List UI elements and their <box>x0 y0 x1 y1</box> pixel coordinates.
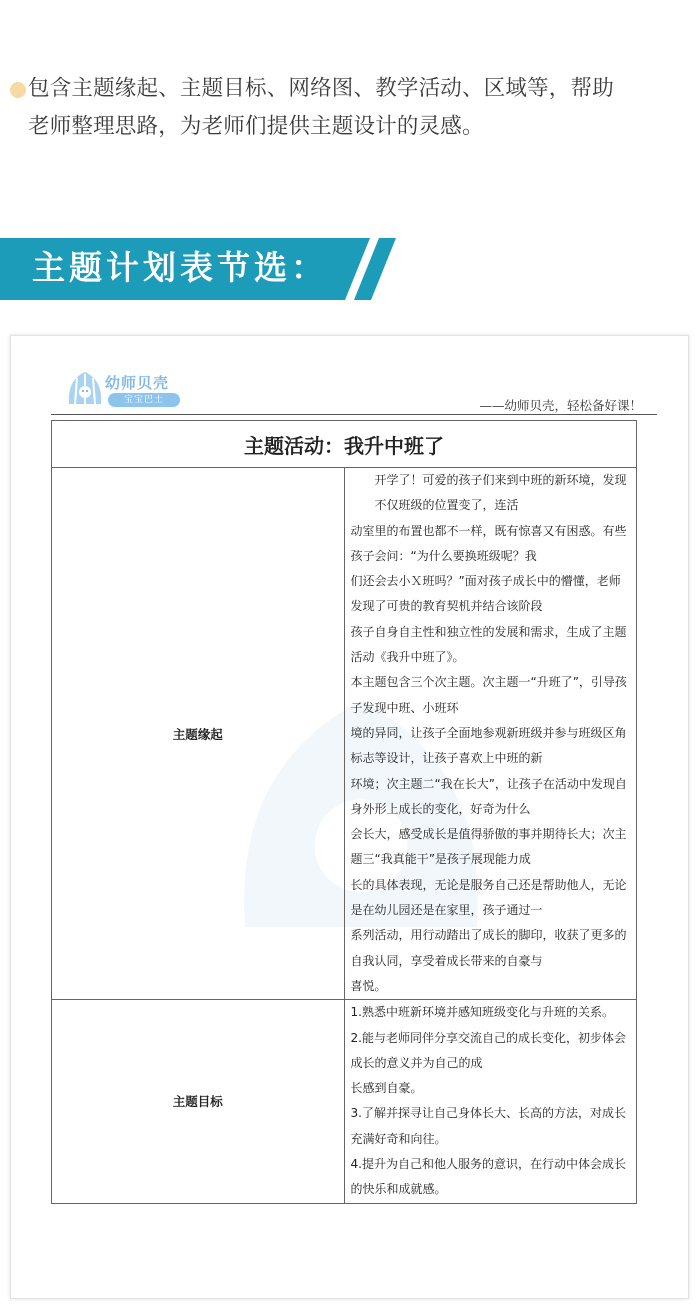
logo <box>63 366 203 414</box>
origin-line: 系列活动，用行动踏出了成长的脚印，收获了更多的自我认同，享受着成长带来的自豪与 <box>350 928 627 968</box>
origin-line: 会长大，感受成长是值得骄傲的事并期待长大；次主题三“我真能干”是孩子展现能力成 <box>350 827 627 867</box>
goal-line: 2.能与老师同伴分享交流自己的成长变化，初步体会成长的意义并为自己的成 <box>350 1030 626 1070</box>
origin-line: 开学了！可爱的孩子们来到中班的新环境，发现不仅班级的位置变了，连活 <box>374 473 627 513</box>
origin-line: 环境；次主题二“我在长大”，让孩子在活动中发现自身外形上成长的变化，好奇为什么 <box>350 776 627 816</box>
header-rule <box>51 414 657 415</box>
origin-line: 喜悦。 <box>350 978 387 993</box>
origin-line: 长的具体表现，无论是服务自己还是帮助他人，无论是在幼儿园还是在家里，孩子通过一 <box>350 877 627 918</box>
document-sheet <box>10 335 689 1299</box>
tagline: ——幼师贝壳，轻松备好课！ <box>479 398 642 413</box>
intro-line-2: 老师整理思路，为老师们提供主题设计的灵感。 <box>28 114 484 139</box>
origin-line: 们还会去小Ｘ班吗？”面对孩子成长中的懵懂，老师发现了可贵的教育契机并结合该阶段 <box>350 574 621 614</box>
section-banner <box>0 238 420 300</box>
goal-line: 3.了解并探寻让自己身体长大、长高的方法，对成长充满好奇和向往。 <box>350 1106 626 1146</box>
section-body-goals <box>344 1000 637 1203</box>
goal-line: 4.提升为自己和他人服务的意识，在行动中体会成长的快乐和成就感。 <box>350 1157 626 1197</box>
section-label-goals: 主题目标 <box>52 1000 345 1203</box>
section-label-origin: 主题缘起 <box>52 468 345 1000</box>
logo-name: 幼师贝壳 <box>105 374 170 392</box>
shell-logo-icon <box>63 366 107 410</box>
theme-plan-table <box>51 420 637 1204</box>
intro-text <box>10 70 698 146</box>
table-row <box>52 1000 637 1203</box>
banner-title: 主题计划表节选： <box>32 248 328 287</box>
bullet-dot-icon <box>10 82 26 98</box>
table-header-row <box>52 421 637 468</box>
origin-line: 孩子自身自主性和独立性的发展和需求，生成了主题活动《我升中班了》。 <box>350 624 627 665</box>
origin-line: 本主题包含三个次主题。次主题一“升班了”，引导孩子发现中班、小班环 <box>350 675 627 715</box>
table-row <box>52 468 637 1000</box>
table-title: 主题活动：我升中班了 <box>52 421 637 468</box>
logo-subtitle: 宝宝巴士 <box>108 393 180 407</box>
intro-line-1: 包含主题缘起、主题目标、网络图、教学活动、区域等，帮助 <box>28 76 614 101</box>
origin-line: 境的异同，让孩子全面地参观新班级并参与班级区角标志等设计，让孩子喜欢上中班的新 <box>350 725 627 766</box>
goal-line: 长感到自豪。 <box>350 1081 423 1096</box>
origin-line: 动室里的布置也都不一样，既有惊喜又有困惑。有些孩子会问：“为什么要换班级呢？我 <box>350 523 627 563</box>
section-body-origin <box>344 468 637 1000</box>
goal-line: 1.熟悉中班新环境并感知班级变化与升班的关系。 <box>350 1005 614 1020</box>
